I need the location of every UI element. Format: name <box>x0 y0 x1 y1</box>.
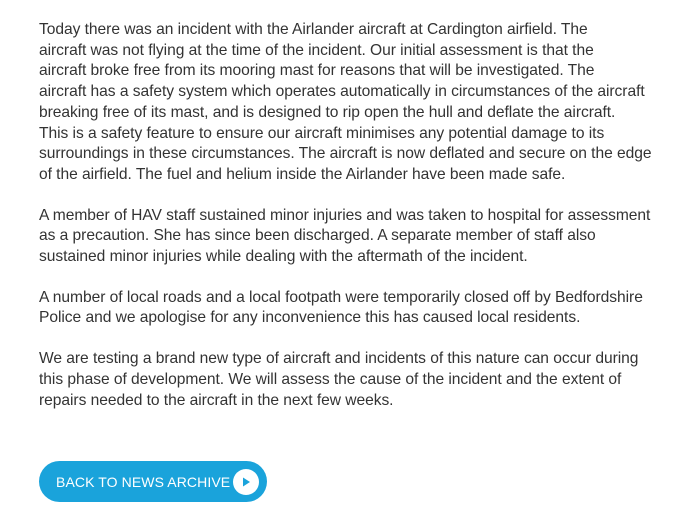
back-button-label: BACK TO NEWS ARCHIVE <box>56 473 231 490</box>
article-paragraph: Today there was an incident with the Airlander aircraft at Cardington airfield. The aircraft was not flying at the time of the incident. Our initial assessment is that the aircraft broke free from its mooring mast for reasons that will be investigated. The aircraft has a safety system which operates automatically in circumstances of the aircraft breaking free of its mast, and is designed to rip open the hull and deflate the aircraft. This is a safety feature to ensure our aircraft minimises any potential damage to its surroundings in these circumstances. The aircraft is now deflated and secure on the edge of the airfield. The fuel and helium inside the Airlander have been made safe. <box>39 21 652 183</box>
article-paragraph: A number of local roads and a local footpath were temporarily closed off by Bedfordshire Police and we apologise for any inconvenience this has caused local residents. <box>39 288 643 327</box>
article-paragraph: A member of HAV staff sustained minor injuries and was taken to hospital for assessment as a precaution. She has since been discharged. A separate member of staff also sustained minor injuries while dealing with the aftermath of the incident. <box>39 206 651 266</box>
article-body <box>39 20 689 431</box>
play-circle-icon <box>233 469 259 495</box>
back-to-news-archive-button[interactable] <box>39 461 267 502</box>
article-paragraph: We are testing a brand new type of aircraft and incidents of this nature can occur during this phase of development. We will assess the cause of the incident and the extent of repairs needed to the aircraft in the next few weeks. <box>39 350 639 409</box>
